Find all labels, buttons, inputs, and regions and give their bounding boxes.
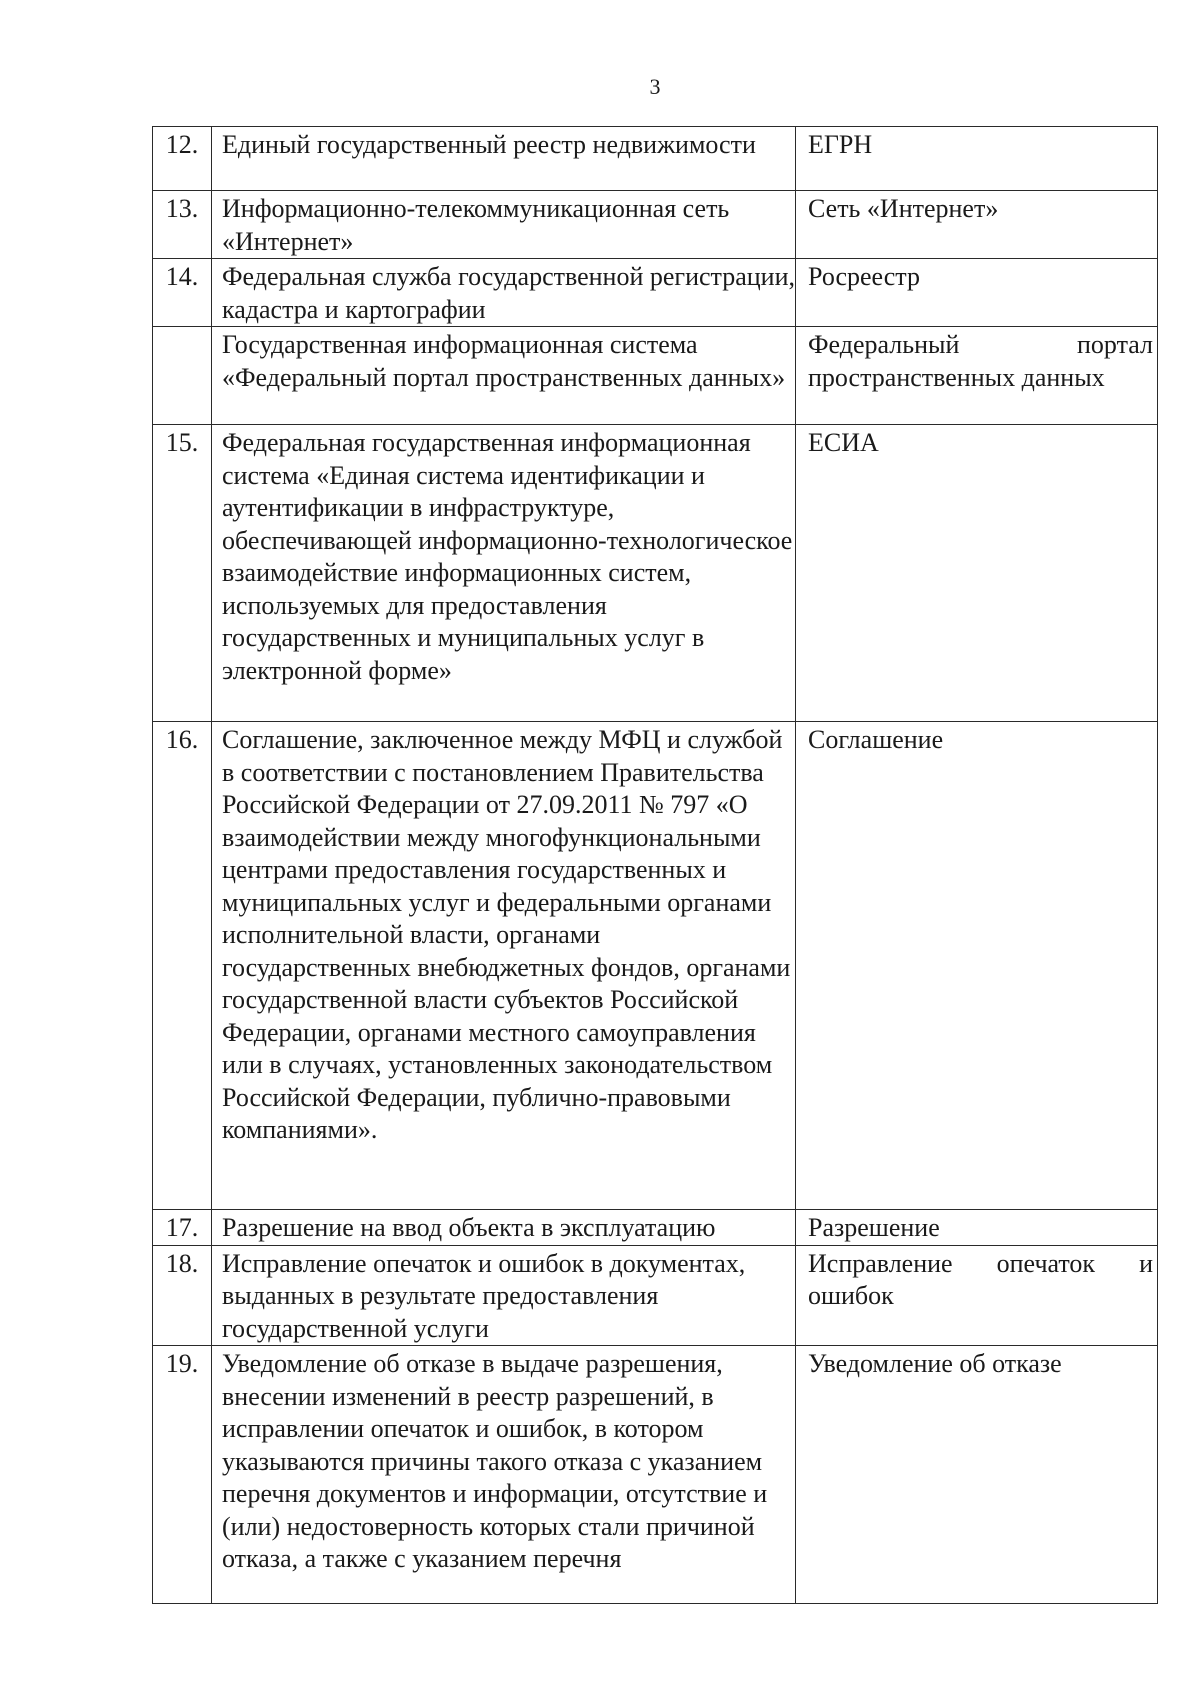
term-abbreviation — [796, 327, 1158, 425]
table-row — [153, 1245, 1158, 1346]
term-abbreviation-text: Уведомление об отказе — [808, 1349, 1062, 1378]
table-row — [153, 425, 1158, 722]
term-name — [212, 722, 796, 1210]
table-row — [153, 722, 1158, 1210]
row-number: 19. — [153, 1346, 212, 1604]
term-name — [212, 259, 796, 327]
page-number: 3 — [649, 74, 661, 99]
table-row — [153, 1346, 1158, 1604]
table-row — [153, 191, 1158, 259]
row-number: 14. — [153, 259, 212, 327]
row-number: 15. — [153, 425, 212, 722]
abbreviations-table — [152, 126, 1158, 1604]
row-number — [153, 327, 212, 425]
term-abbreviation — [796, 127, 1158, 191]
row-number: 18. — [153, 1245, 212, 1346]
term-abbreviation-text: ЕГРН — [808, 130, 873, 159]
term-name — [212, 191, 796, 259]
row-number: 12. — [153, 127, 212, 191]
table-row — [153, 327, 1158, 425]
term-abbreviation-text: Сеть «Интернет» — [808, 194, 999, 223]
term-name-text: Единый государственный реестр недвижимости — [222, 130, 756, 159]
term-name-text: Государственная информационная система «Федеральный портал пространственных данных» — [222, 330, 786, 392]
table-row — [153, 127, 1158, 191]
term-abbreviation — [796, 1245, 1158, 1346]
term-abbreviation-text: Росреестр — [808, 262, 920, 291]
term-name-text: Уведомление об отказе в выдаче разрешения, внесении изменений в реестр разрешений, в исправлении опечаток и ошибок, в котором указываются причины такого отказа с указанием перечня документов и информации, отсутствие и (или) недостоверность которых стали причиной отказа, а также с указанием перечня — [222, 1349, 768, 1573]
term-name-text: Соглашение, заключенное между МФЦ и службой в соответствии с постановлением Правительства Российской Федерации от 27.09.2011 № 797 «О взаимодействии между многофункциональными центрами предоставления государственных и муниципальных услуг и федеральными органами исполнительной власти, органами государственных внебюджетных фондов, органами государственной власти субъектов Российской Федерации, органами местного самоуправления или в случаях, установленных законодательством Российской Федерации, публично-правовыми компаниями». — [222, 725, 791, 1144]
table-row — [153, 1210, 1158, 1246]
term-name — [212, 425, 796, 722]
term-name-text: Федеральная служба государственной регистрации, кадастра и картографии — [222, 262, 796, 324]
row-number: 16. — [153, 722, 212, 1210]
term-abbreviation — [796, 191, 1158, 259]
term-name-text: Разрешение на ввод объекта в эксплуатацию — [222, 1213, 716, 1242]
term-abbreviation — [796, 259, 1158, 327]
term-abbreviation-text: Соглашение — [808, 725, 944, 754]
table-row — [153, 259, 1158, 327]
term-name — [212, 1245, 796, 1346]
term-abbreviation-text: Федеральный портал пространственных данных — [808, 330, 1153, 392]
term-abbreviation-text: ЕСИА — [808, 428, 879, 457]
term-name-text: Информационно-телекоммуникационная сеть «Интернет» — [222, 194, 730, 256]
term-name-text: Исправление опечаток и ошибок в документах, выданных в результате предоставления государственной услуги — [222, 1248, 746, 1343]
term-abbreviation — [796, 722, 1158, 1210]
term-abbreviation — [796, 1346, 1158, 1604]
row-number: 13. — [153, 191, 212, 259]
term-name — [212, 1346, 796, 1604]
term-name-text: Федеральная государственная информационная система «Единая система идентификации и аутентификации в инфраструктуре, обеспечивающей информационно-технологическое взаимодействие информационных систем, используемых для предоставления государственных и муниципальных услуг в электронной форме» — [222, 428, 793, 685]
term-name — [212, 327, 796, 425]
term-name — [212, 127, 796, 191]
term-abbreviation — [796, 425, 1158, 722]
row-number: 17. — [153, 1210, 212, 1246]
term-abbreviation — [796, 1210, 1158, 1246]
term-abbreviation-text: Разрешение — [808, 1213, 940, 1242]
term-abbreviation-text: Исправление опечаток и ошибок — [808, 1248, 1153, 1310]
term-name — [212, 1210, 796, 1246]
